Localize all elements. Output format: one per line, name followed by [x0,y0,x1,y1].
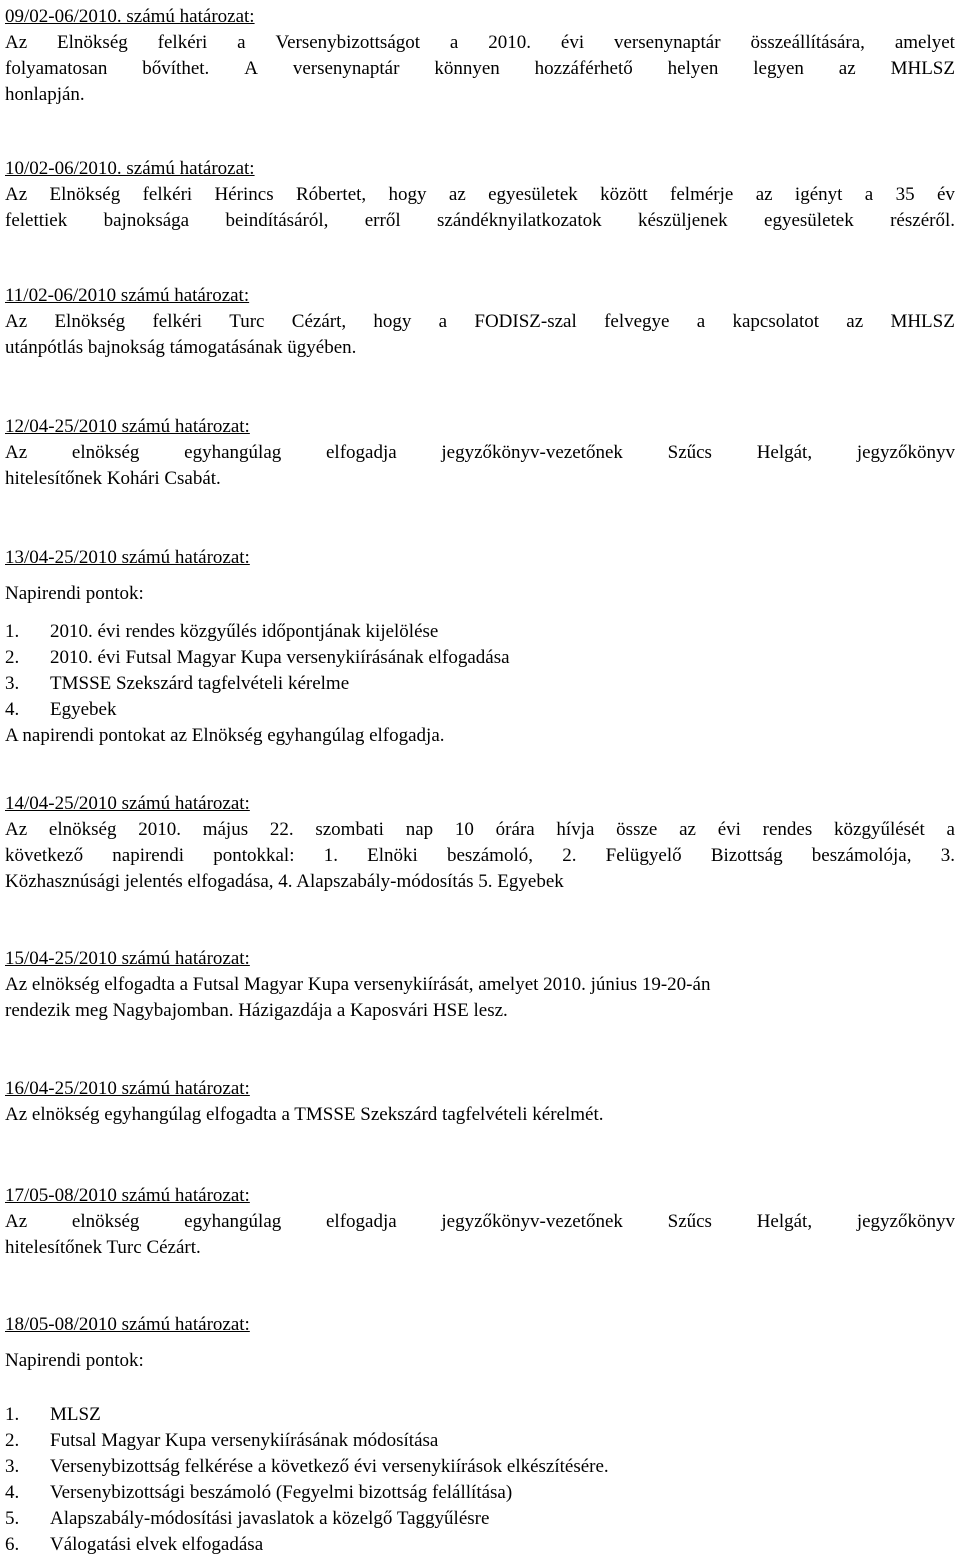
word: Szűcs [667,1211,712,1232]
word: szándéknyilatkozatok [437,210,602,231]
word: egyesületek [764,210,854,231]
word: bővíthet. [142,58,210,79]
word: az [838,58,856,79]
word: a [449,32,459,53]
word: Az [5,442,28,463]
word: jegyzőkönyv [856,1211,955,1232]
word: az [846,311,864,332]
list-item-number: 2. [5,1430,20,1451]
word: az [755,184,773,205]
word: napirendi [112,845,185,866]
word: elfogadja [325,1211,397,1232]
word: Turc [229,311,265,332]
word: Helgát, [756,442,813,463]
word: Bizottság [710,845,783,866]
resolution-heading: 13/04-25/2010 számú határozat: [5,547,250,568]
resolution-text-line [5,843,955,869]
resolution-16 [5,1076,955,1128]
list-item-text: 2010. évi Futsal Magyar Kupa versenykiírásának elfogadása [50,647,510,668]
resolution-text-line [5,309,955,335]
word: a [438,311,448,332]
list-item-number: 4. [5,1482,20,1503]
agenda-subheading: Napirendi pontok: [5,583,144,604]
word: az [679,819,696,840]
word: helyen [667,58,719,79]
word: 2. [562,845,577,866]
resolution-heading: 10/02-06/2010. számú határozat: [5,158,255,179]
word: szombati [315,819,384,840]
word: között [600,184,648,205]
resolution-text-line: Az elnökség egyhangúlag elfogadta a TMSSE Szekszárd tagfelvételi kérelmét. [5,1104,604,1125]
justified-line-words [5,440,955,466]
list-item-number: 6. [5,1534,20,1555]
word: 22. [269,819,294,840]
justified-line-words [5,56,955,82]
resolution-heading: 16/04-25/2010 számú határozat: [5,1078,250,1099]
word: 2010. [138,819,181,840]
justified-line-words [5,309,955,335]
list-item [5,1480,955,1506]
resolution-text-line: honlapján. [5,84,85,105]
word: évi [560,32,585,53]
resolution-17 [5,1183,955,1261]
resolution-heading: 09/02-06/2010. számú határozat: [5,6,255,27]
word: felettiek [5,210,68,231]
list-item-number: 3. [5,1456,20,1477]
justified-line-words [5,843,955,869]
resolution-15 [5,946,955,1024]
resolution-heading: 18/05-08/2010 számú határozat: [5,1314,250,1335]
resolution-text-line [5,208,955,234]
word: kapcsolatot [732,311,819,332]
resolution-heading: 14/04-25/2010 számú határozat: [5,793,250,814]
word: elnökség [71,1211,140,1232]
resolution-text-line: hitelesítőnek Kohári Csabát. [5,468,221,489]
word: készüljenek [637,210,728,231]
word: felkéri [157,32,208,53]
list-item-number: 3. [5,673,20,694]
list-item [5,645,955,671]
word: amelyet [894,32,955,53]
word: Az [5,184,28,205]
justified-line-words [5,817,955,843]
word: felvegye [604,311,670,332]
justified-line-words [5,182,955,208]
word: pontokkal: [213,845,295,866]
resolution-text-line [5,56,955,82]
resolution-text-line: utánpótlás bajnokság támogatásának ügyében. [5,337,357,358]
list-item-text: Egyebek [50,699,117,720]
resolution-heading: 11/02-06/2010 számú határozat: [5,285,250,306]
word: FODISZ-szal [474,311,577,332]
list-item [5,619,955,645]
word: felmérje [670,184,734,205]
word: jegyzőkönyv-vezetőnek [441,1211,623,1232]
word: év [936,184,955,205]
word: május [202,819,249,840]
word: igényt [794,184,843,205]
word: versenynaptár [614,32,721,53]
resolution-text-line: hitelesítőnek Turc Cézárt. [5,1237,201,1258]
word: versenynaptár [292,58,400,79]
resolution-18 [5,1312,955,1558]
resolution-13 [5,545,955,749]
word: össze [616,819,658,840]
word: következő [5,845,84,866]
list-item-number: 1. [5,621,20,642]
word: rendes [762,819,813,840]
word: hozzáférhető [534,58,633,79]
word: jegyzőkönyv [856,442,955,463]
word: elfogadja [325,442,397,463]
word: évi [717,819,741,840]
word: könnyen [434,58,500,79]
resolution-text-line: Közhasznúsági jelentés elfogadása, 4. Alapszabály-módosítás 5. Egyebek [5,871,564,892]
word: MHLSZ [890,58,955,79]
resolution-text-line [5,182,955,208]
word: nap [405,819,434,840]
word: Elnökség [57,32,128,53]
list-item [5,1454,955,1480]
word: bajnoksága [103,210,190,231]
resolution-heading: 17/05-08/2010 számú határozat: [5,1185,250,1206]
list-item-text: Versenybizottság felkérése a következő évi versenykiírások elkészítésére. [50,1456,609,1477]
word: hogy [373,311,412,332]
resolution-heading: 15/04-25/2010 számú határozat: [5,948,250,969]
word: 35 [895,184,915,205]
word: Elnökség [49,184,121,205]
word: elnökség [71,442,140,463]
word: egyhangúlag [184,442,282,463]
word: Elnökség [54,311,126,332]
word: elnökség [48,819,117,840]
list-item-text: Futsal Magyar Kupa versenykiírásának módosítása [50,1430,439,1451]
word: részéről. [890,210,955,231]
word: legyen [753,58,804,79]
resolution-10 [5,156,955,234]
list-item-text: Alapszabály-módosítási javaslatok a közelgő Taggyűlésre [50,1508,490,1529]
resolution-11 [5,283,955,361]
list-item-text: Versenybizottsági beszámoló (Fegyelmi bizottság felállítása) [50,1482,513,1503]
list-item [5,697,955,723]
justified-line-words [5,1209,955,1235]
resolution-text-line: Az elnökség elfogadta a Futsal Magyar Kupa versenykiírását, amelyet 2010. június 19-20-án [5,974,711,995]
word: hogy [388,184,427,205]
list-item-number: 4. [5,699,20,720]
list-item-text: MLSZ [50,1404,101,1425]
word: Az [5,819,28,840]
resolution-text-line [5,440,955,466]
word: a [237,32,246,53]
list-item [5,1506,955,1532]
word: Hérincs [214,184,274,205]
word: Az [5,1211,28,1232]
word: 1. [323,845,338,866]
word: 3. [940,845,955,866]
word: a [696,311,706,332]
word: Az [5,311,28,332]
list-item-text: 2010. évi rendes közgyűlés időpontjának kijelölése [50,621,439,642]
word: erről [364,210,401,231]
justified-line-words [5,30,955,56]
resolution-12 [5,414,955,492]
word: felkéri [152,311,203,332]
list-item-number: 5. [5,1508,20,1529]
list-item [5,1428,955,1454]
list-item [5,671,955,697]
word: MHLSZ [890,311,955,332]
word: Cézárt, [291,311,347,332]
agenda-closing-text: A napirendi pontokat az Elnökség egyhangúlag elfogadja. [5,725,445,746]
word: felkéri [142,184,193,205]
word: Elnöki [367,845,418,866]
resolution-text-line: rendezik meg Nagybajomban. Házigazdája a Kaposvári HSE lesz. [5,1000,508,1021]
word: 2010. [488,32,531,53]
word: Róbertet, [295,184,367,205]
word: Versenybizottságot [275,32,421,53]
word: közgyűlését [834,819,925,840]
word: egyesületek [488,184,578,205]
word: összeállítására, [750,32,865,53]
resolution-14 [5,791,955,895]
list-item-text: Válogatási elvek elfogadása [50,1534,264,1555]
word: egyhangúlag [184,1211,282,1232]
agenda-subheading: Napirendi pontok: [5,1350,144,1371]
resolution-text-line [5,1209,955,1235]
word: a [946,819,955,840]
word: beszámoló, [446,845,533,866]
word: jegyzőkönyv-vezetőnek [441,442,623,463]
word: hívja [556,819,595,840]
resolution-heading: 12/04-25/2010 számú határozat: [5,416,250,437]
word: Felügyelő [605,845,682,866]
word: Az [5,32,28,53]
word: beszámolója, [811,845,912,866]
list-item [5,1402,955,1428]
word: az [448,184,466,205]
resolution-text-line [5,817,955,843]
word: A [244,58,258,79]
list-item-number: 2. [5,647,20,668]
word: folyamatosan [5,58,108,79]
resolution-09 [5,4,955,108]
resolution-text-line [5,30,955,56]
word: Szűcs [667,442,712,463]
word: Helgát, [756,1211,813,1232]
list-item-number: 1. [5,1404,20,1425]
word: órára [495,819,535,840]
list-item-text: TMSSE Szekszárd tagfelvételi kérelme [50,673,350,694]
list-item [5,1532,955,1558]
word: 10 [454,819,474,840]
word: beindításáról, [225,210,329,231]
justified-line-words [5,208,955,234]
word: a [864,184,874,205]
